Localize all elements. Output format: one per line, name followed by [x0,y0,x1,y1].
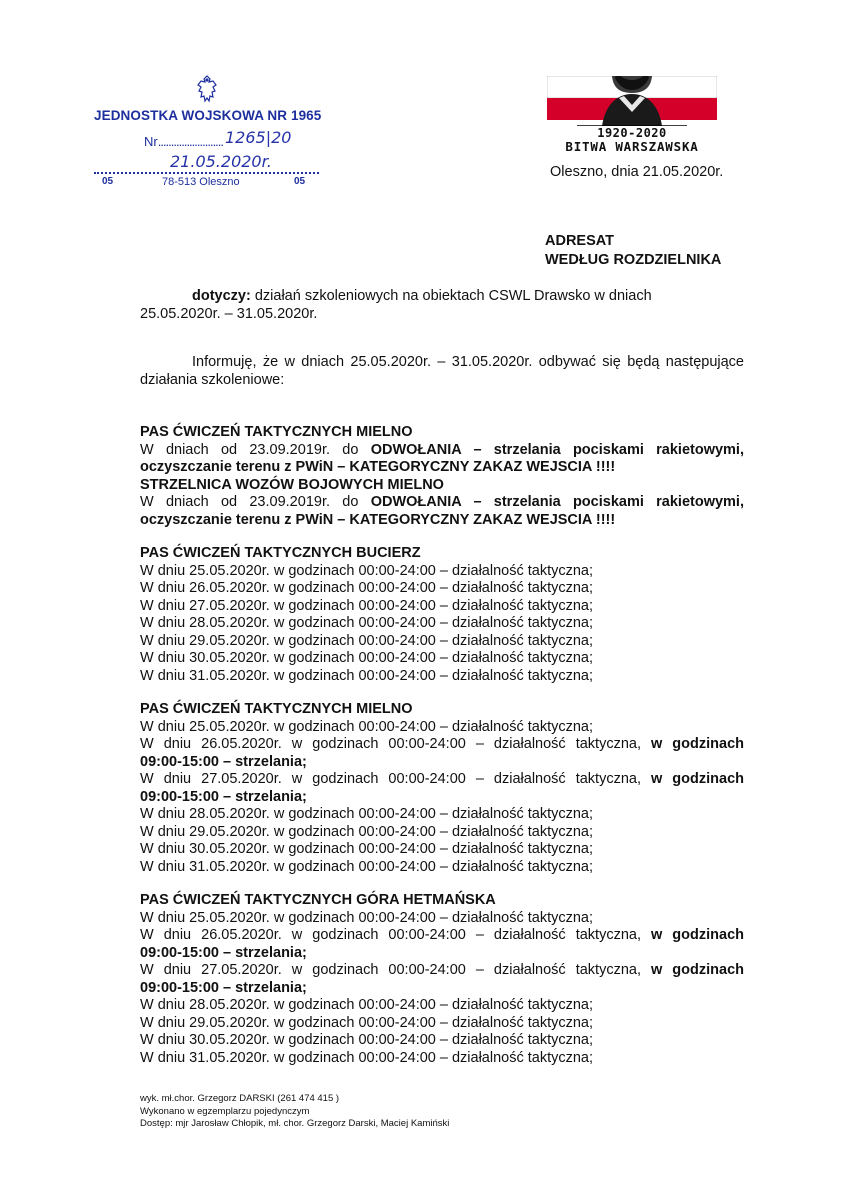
schedule-line: W dniu 28.05.2020r. w godzinach 00:00-24:00 – działalność taktyczna; [140,615,594,631]
schedule-line: W dniu 25.05.2020r. w godzinach 00:00-24:00 – działalność taktyczna; [140,562,594,579]
section-mielno [140,701,744,876]
document-footer [140,1093,449,1131]
addressee [545,232,721,270]
logo-title: BITWA WARSZAWSKA [565,139,699,154]
nr-value: 1265|20 [225,128,292,147]
unit-name: JEDNOSTKA WOJSKOWA NR 1965 [94,108,322,123]
schedule-line: W dniu 31.05.2020r. w godzinach 00:00-24:00 – działalność taktyczna; [140,858,594,875]
stamp-code-left: 05 [102,176,114,187]
subject-label: dotyczy: [192,288,251,304]
section-line: W dniach od 23.09.2019r. do ODWOŁANIA – strzelania pociskami rakietowymi, [140,441,744,458]
addressee-line-1: ADRESAT [545,233,615,249]
intro-paragraph: Informuję, że w dniach 25.05.2020r. – 31.05.2020r. odbywać się będą następujące działania szkoleniowe: [140,354,744,388]
schedule-line: W dniu 27.05.2020r. w godzinach 00:00-24:00 – działalność taktyczna, w godzinach [140,962,744,978]
reference-number: Nr......................... 1265|20 [144,128,292,149]
schedule-line: W dniu 29.05.2020r. w godzinach 00:00-24:00 – działalność taktyczna; [140,1014,594,1031]
subject [140,287,744,323]
stamp-code-right: 05 [294,176,306,187]
eagle-emblem-icon [194,74,220,106]
section-bucierz [140,545,744,685]
section-mielno-vehicle-range [140,477,744,530]
schedule-line: W dniu 27.05.2020r. w godzinach 00:00-24:00 – działalność taktyczna, w godzinach [140,771,744,787]
schedule-line: W dniu 28.05.2020r. w godzinach 00:00-24:00 – działalność taktyczna; [140,997,594,1013]
section-title: PAS ĆWICZEŃ TAKTYCZNYCH BUCIERZ [140,545,421,561]
section-title: PAS ĆWICZEŃ TAKTYCZNYCH GÓRA HETMAŃSKA [140,892,496,908]
nr-label: Nr [144,134,158,149]
flag-portrait-icon [547,76,717,126]
section-title: PAS ĆWICZEŃ TAKTYCZNYCH MIELNO [140,701,413,717]
schedule-line: W dniu 25.05.2020r. w godzinach 00:00-24:00 – działalność taktyczna; [140,718,594,735]
schedule-line: 09:00-15:00 – strzelania; [140,944,307,961]
schedule-line: W dniu 25.05.2020r. w godzinach 00:00-24:00 – działalność taktyczna; [140,909,594,926]
schedule-line: 09:00-15:00 – strzelania; [140,753,307,770]
footer-copies: Wykonano w egzemplarzu pojedynczym [140,1105,310,1117]
logo-years: 1920-2020 [597,126,667,140]
schedule-line: W dniu 26.05.2020r. w godzinach 00:00-24:00 – działalność taktyczna; [140,580,594,596]
subject-text-1: działań szkoleniowych na obiektach CSWL Drawsko w dniach [250,288,652,304]
stamp-divider [94,172,319,174]
schedule-line: W dniu 29.05.2020r. w godzinach 00:00-24:00 – działalność taktyczna; [140,632,594,649]
section-line: oczyszczanie terenu z PWiN – KATEGORYCZNY ZAKAZ WEJSCIA !!!! [140,459,616,475]
schedule-line: 09:00-15:00 – strzelania; [140,979,307,996]
schedule-line: W dniu 26.05.2020r. w godzinach 00:00-24:00 – działalność taktyczna, w godzinach [140,736,744,752]
footer-author: wyk. mł.chor. Grzegorz DARSKI (261 474 415 ) [140,1093,340,1104]
subject-text-2: 25.05.2020r. – 31.05.2020r. [140,306,318,322]
schedule-line: W dniu 28.05.2020r. w godzinach 00:00-24:00 – działalność taktyczna; [140,806,594,822]
section-gora-hetmanska [140,892,744,1067]
schedule-line: W dniu 30.05.2020r. w godzinach 00:00-24:00 – działalność taktyczna; [140,1032,594,1048]
schedule-line: W dniu 26.05.2020r. w godzinach 00:00-24:00 – działalność taktyczna, w godzinach [140,927,744,943]
schedule-line: W dniu 29.05.2020r. w godzinach 00:00-24:00 – działalność taktyczna; [140,823,594,840]
place-and-date: Oleszno, dnia 21.05.2020r. [550,164,724,180]
stamp-city: 78-513 Oleszno [162,176,240,188]
footer-access: Dostęp: mjr Jarosław Chłopik, mł. chor. Grzegorz Darski, Maciej Kamiński [140,1118,450,1129]
section-title: PAS ĆWICZEŃ TAKTYCZNYCH MIELNO [140,424,413,440]
section-line: oczyszczanie terenu z PWiN – KATEGORYCZNY ZAKAZ WEJSCIA !!!! [140,511,616,528]
schedule-line: 09:00-15:00 – strzelania; [140,788,307,805]
section-title: STRZELNICA WOZÓW BOJOWYCH MIELNO [140,476,444,493]
schedule-line: W dniu 30.05.2020r. w godzinach 00:00-24:00 – działalność taktyczna; [140,841,594,857]
battle-of-warsaw-logo [547,50,717,160]
schedule-line: W dniu 30.05.2020r. w godzinach 00:00-24:00 – działalność taktyczna; [140,650,594,666]
schedule-line: W dniu 31.05.2020r. w godzinach 00:00-24:00 – działalność taktyczna; [140,1049,594,1066]
section-mielno-range [140,424,744,477]
document-body [140,424,744,1067]
section-line: W dniach od 23.09.2019r. do ODWOŁANIA – strzelania pociskami rakietowymi, [140,494,744,510]
stamp-date: 21.05.2020r. [170,152,272,171]
addressee-line-2: WEDŁUG ROZDZIELNIKA [545,252,722,268]
schedule-line: W dniu 31.05.2020r. w godzinach 00:00-24:00 – działalność taktyczna; [140,667,594,684]
schedule-line: W dniu 27.05.2020r. w godzinach 00:00-24:00 – działalność taktyczna; [140,597,594,614]
